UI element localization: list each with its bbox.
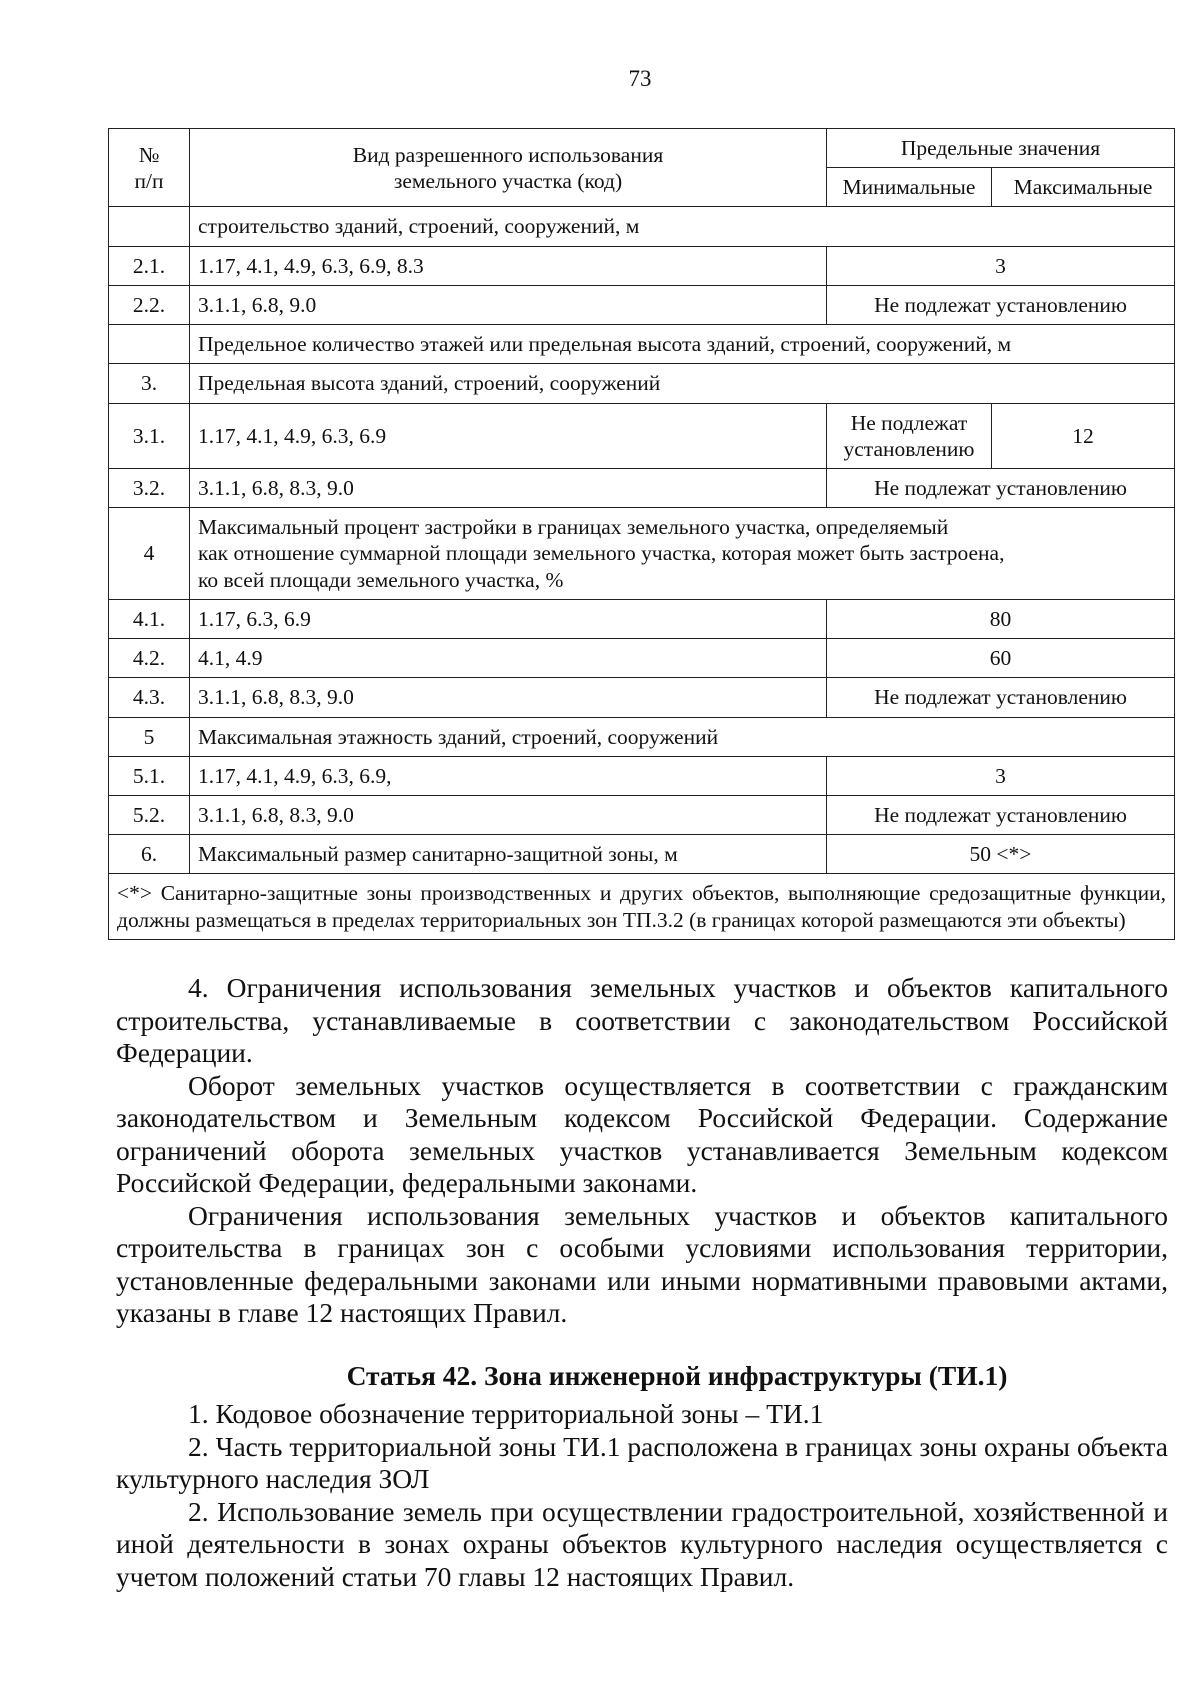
body-text bbox=[116, 972, 1168, 1593]
row-number: 5.2. bbox=[109, 795, 190, 834]
limit-value: 3 bbox=[827, 246, 1175, 285]
section-title: Максимальная этажность зданий, строений, сооружений bbox=[190, 717, 1175, 756]
header-use-type: Вид разрешенного использования земельного участка (код) bbox=[190, 129, 827, 207]
use-codes: 1.17, 4.1, 4.9, 6.3, 6.9 bbox=[190, 403, 827, 468]
table-row bbox=[109, 325, 1175, 364]
article-heading: Статья 42. Зона инженерной инфраструктуры (ТИ.1) bbox=[346, 1359, 1008, 1391]
table-row bbox=[109, 717, 1175, 756]
article-paragraph: 2. Использование земель при осуществлении градостроительной, хозяйственной и иной деятельности в зонах охраны объектов культурного наследия осуществляется с учетом положений статьи 70 главы 12 настоящих Правил. bbox=[116, 1495, 1168, 1592]
row-number: 5 bbox=[109, 717, 190, 756]
table-row bbox=[109, 364, 1175, 403]
table-row bbox=[109, 678, 1175, 717]
section-title: Предельная высота зданий, строений, сооружений bbox=[190, 364, 1175, 403]
row-number: 4.2. bbox=[109, 639, 190, 678]
header-number: № п/п bbox=[109, 129, 190, 207]
table-row bbox=[109, 639, 1175, 678]
use-codes: 1.17, 4.1, 4.9, 6.3, 6.9, bbox=[190, 756, 827, 795]
article-paragraph: 2. Часть территориальной зоны ТИ.1 расположена в границах зоны охраны объекта культурного наследия ЗОЛ bbox=[116, 1430, 1168, 1494]
row-number: 3.1. bbox=[109, 403, 190, 468]
section-title: Максимальный процент застройки в границах земельного участка, определяемый как отношение суммарной площади земельного участка, которая может быть застроена, ко всей площади земельного участка, % bbox=[190, 508, 1175, 600]
row-number: 2.2. bbox=[109, 285, 190, 324]
table-body bbox=[109, 129, 1175, 940]
table-row bbox=[109, 468, 1175, 507]
limit-value: Не подлежат установлению bbox=[827, 285, 1175, 324]
table-row bbox=[109, 508, 1175, 600]
article-paragraph: 1. Кодовое обозначение территориальной зоны – ТИ.1 bbox=[188, 1398, 824, 1429]
paragraph: 4. Ограничения использования земельных участков и объектов капитального строительства, устанавливаемые в соответствии с законодательством Российской Федерации. bbox=[116, 972, 1168, 1068]
header-limits: Предельные значения bbox=[827, 129, 1175, 168]
section-title: строительство зданий, строений, сооружений, м bbox=[190, 207, 1175, 246]
limit-max: 12 bbox=[992, 403, 1175, 468]
table-row bbox=[109, 756, 1175, 795]
row-number: 3. bbox=[109, 364, 190, 403]
paragraph: Оборот земельных участков осуществляется в соответствии с гражданским законодательством и Земельным кодексом Российской Федерации. Содержание ограничений оборота земельных участков устанавливается Земельным кодексом Российской Федерации, федеральными законами. bbox=[116, 1069, 1168, 1198]
limit-value: 50 <*> bbox=[827, 835, 1175, 874]
use-codes: 3.1.1, 6.8, 9.0 bbox=[190, 285, 827, 324]
row-number bbox=[109, 207, 190, 246]
use-codes: 4.1, 4.9 bbox=[190, 639, 827, 678]
row-number: 5.1. bbox=[109, 756, 190, 795]
limit-value: Не подлежат установлению bbox=[827, 678, 1175, 717]
row-number bbox=[109, 325, 190, 364]
table-row bbox=[109, 403, 1175, 468]
page-number: 73 bbox=[628, 66, 652, 91]
limit-value: 80 bbox=[827, 599, 1175, 638]
table-row bbox=[109, 285, 1175, 324]
row-number: 3.2. bbox=[109, 468, 190, 507]
paragraph: Ограничения использования земельных участков и объектов капитального строительства в границах зон с особыми условиями использования территории, установленные федеральными законами или иными нормативными правовыми актами, указаны в главе 12 настоящих Правил. bbox=[116, 1199, 1168, 1328]
use-codes: 1.17, 4.1, 4.9, 6.3, 6.9, 8.3 bbox=[190, 246, 827, 285]
row-number: 4.3. bbox=[109, 678, 190, 717]
use-codes: Максимальный размер санитарно-защитной зоны, м bbox=[190, 835, 827, 874]
table-row bbox=[109, 246, 1175, 285]
section-title: Предельное количество этажей или предельная высота зданий, строений, сооружений, м bbox=[190, 325, 1175, 364]
table-header-row bbox=[109, 129, 1175, 168]
limit-value: Не подлежат установлению bbox=[827, 468, 1175, 507]
footnote: <*> Санитарно-защитные зоны производственных и других объектов, выполняющие средозащитные функции, должны размещаться в пределах территориальных зон ТП.3.2 (в границах которой размещаются эти объекты) bbox=[109, 874, 1175, 939]
table-row bbox=[109, 207, 1175, 246]
row-number: 2.1. bbox=[109, 246, 190, 285]
use-codes: 3.1.1, 6.8, 8.3, 9.0 bbox=[190, 678, 827, 717]
header-min: Минимальные bbox=[827, 168, 992, 207]
row-number: 4 bbox=[109, 508, 190, 600]
use-codes: 1.17, 6.3, 6.9 bbox=[190, 599, 827, 638]
limit-value: 60 bbox=[827, 639, 1175, 678]
row-number: 4.1. bbox=[109, 599, 190, 638]
limit-min: Не подлежат установлению bbox=[827, 403, 992, 468]
table-row bbox=[109, 795, 1175, 834]
limit-value: 3 bbox=[827, 756, 1175, 795]
row-number: 6. bbox=[109, 835, 190, 874]
use-codes: 3.1.1, 6.8, 8.3, 9.0 bbox=[190, 795, 827, 834]
table-row bbox=[109, 835, 1175, 874]
table-row bbox=[109, 599, 1175, 638]
use-codes: 3.1.1, 6.8, 8.3, 9.0 bbox=[190, 468, 827, 507]
header-max: Максимальные bbox=[992, 168, 1175, 207]
footnote-row bbox=[109, 874, 1175, 939]
land-use-limits-table bbox=[108, 128, 1175, 940]
limit-value: Не подлежат установлению bbox=[827, 795, 1175, 834]
